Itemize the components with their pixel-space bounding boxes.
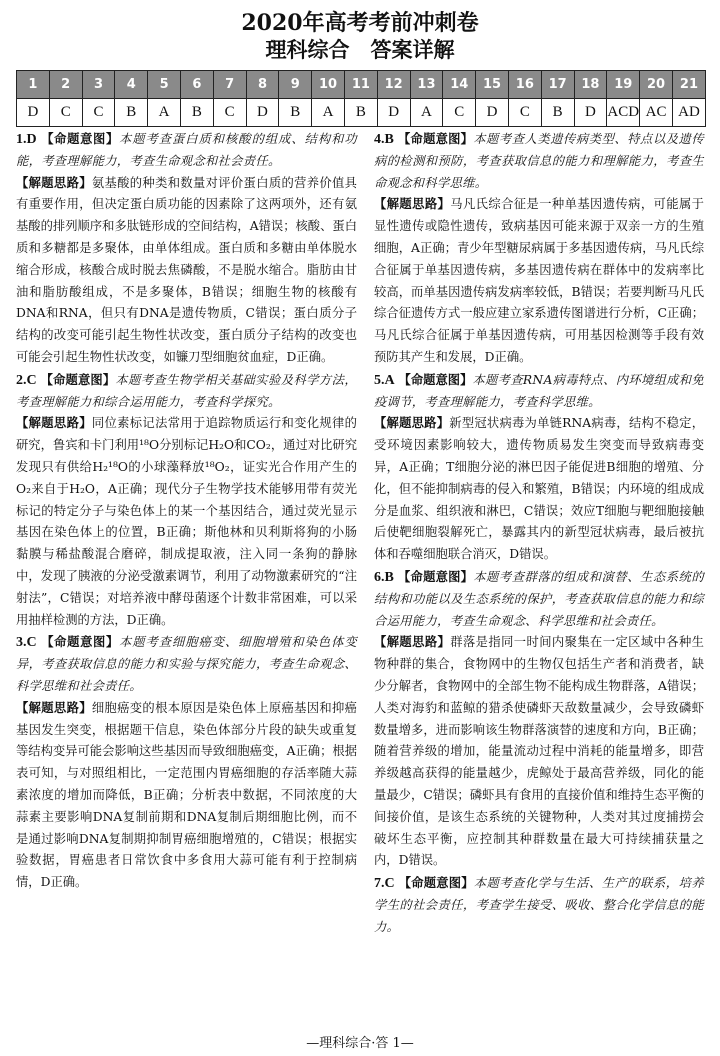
question-number: 4 [115, 71, 148, 99]
question-number: 18 [574, 71, 607, 99]
question-number: 5 [148, 71, 181, 99]
answer-cell: D [17, 99, 50, 127]
idea-text: 同位素标记法常用于追踪物质运行和变化规律的研究，鲁宾和卡门利用¹⁸O分别标记H₂O和CO₂，通过对比研究发现只有供给H₂¹⁸O的小球藻释放¹⁸O₂，证实光合作用产生的O₂来自于H₂O，A正确；现代分子生物学技术能够用带有荧光标记的特定分子与染色体上的某一个基因结合，通过荧光显示基因在染色体上的位置，B正确；斯他林和贝利斯将狗的小肠黏膜与稀盐酸混合磨碎，制成提取液，注入同一条狗的静脉中，发现了胰液的分泌受激素调节，利用了动物激素研究的“注射法”，C错误；对培养液中酵母菌逐个计数非常困难，可以采用抽样检测的方法，D正确。 [16, 416, 357, 627]
explanation-item-2 [16, 370, 357, 632]
answer-cell: C [508, 99, 541, 127]
answer-cell: B [279, 99, 312, 127]
intent-tag: 【命题意图】 [41, 132, 119, 146]
page-footer: —理科综合·答 1— [306, 1036, 414, 1051]
question-number: 12 [377, 71, 410, 99]
answer-cell: C [49, 99, 82, 127]
answer-cell: C [443, 99, 476, 127]
explanation-item-4 [374, 129, 704, 369]
explanation-item-1 [16, 129, 357, 369]
question-number: 10 [312, 71, 345, 99]
intent-text: 本题考查蛋白质和核酸的组成、结构和功能，考查理解能力，考查生命观念和社会责任。 [16, 132, 357, 168]
item-number: 2.C [16, 372, 37, 388]
answer-cell: A [312, 99, 345, 127]
question-number: 2 [49, 71, 82, 99]
question-number: 13 [410, 71, 443, 99]
page-title: 2020年高考考前冲刺卷 [241, 10, 479, 36]
answer-cell: AD [672, 99, 705, 127]
question-number: 7 [213, 71, 246, 99]
question-number: 6 [180, 71, 213, 99]
intent-text: 本题考查人类遗传病类型、特点以及遗传病的检测和预防，考查获取信息的能力和理解能力，考查生命观念和科学思维。 [374, 132, 704, 190]
intent-tag: 【命题意图】 [398, 132, 474, 146]
question-number: 16 [508, 71, 541, 99]
question-number: 1 [17, 71, 50, 99]
question-number: 19 [607, 71, 640, 99]
item-number: 1.D [16, 132, 37, 147]
item-number: 4.B [374, 132, 394, 147]
answer-cell: C [213, 99, 246, 127]
intent-tag: 【命题意图】 [40, 372, 116, 387]
intent-text: 本题考查群落的组成和演替、生态系统的结构和功能以及生态系统的保护，考查获取信息的能力和综合运用能力，考查生命观念、科学思维和社会责任。 [374, 569, 704, 628]
idea-tag: 【解题思路】 [16, 175, 92, 190]
idea-tag: 【解题思路】 [16, 700, 92, 715]
intent-tag: 【命题意图】 [398, 569, 474, 584]
question-number: 11 [344, 71, 377, 99]
idea-tag: 【解题思路】 [374, 635, 451, 650]
explanation-item-5 [374, 370, 704, 566]
intent-text: 本题考查生物学相关基础实验及科学方法，考查理解能力和综合运用能力，考查科学探究。 [16, 372, 357, 409]
idea-text: 马凡氏综合征是一种单基因遗传病，可能属于显性遗传或隐性遗传，致病基因可能来源于双亲一方的生殖细胞，A正确；青少年型糖尿病属于多基因遗传病，马凡氏综合征属于单基因遗传病，多基因遗传病在群体中的发病率比较高，而单基因遗传病发病率较低，B错误；若要判断马凡氏综合征遗传方式一般应建立家系遗传图谱进行分析，C正确；马凡氏综合征属于单基因遗传病，可用基因检测等手段有效预防其产生和发展，D正确。 [374, 197, 704, 364]
item-number: 6.B [374, 569, 394, 585]
question-number: 20 [640, 71, 673, 99]
answer-cell: ACD [607, 99, 640, 127]
answer-cell: AC [640, 99, 673, 127]
answer-cell: A [148, 99, 181, 127]
explanation-item-3 [16, 632, 357, 894]
item-number: 7.C [374, 876, 395, 892]
question-number: 3 [82, 71, 115, 99]
answer-cell: B [115, 99, 148, 127]
answer-cell: B [180, 99, 213, 127]
answer-cell: D [476, 99, 509, 127]
idea-text: 细胞癌变的根本原因是染色体上原癌基因和抑癌基因发生突变，根据题干信息，染色体部分片段的缺失或重复等结构变异可能会影响这些基因而导致细胞癌变，A正确；根据表可知，与对照组相比，一定范围内胃癌细胞的存活率随大蒜素浓度的增加而降低，B正确；分析表中数据，不同浓度的大蒜素主要影响DNA复制前期和DNA复制后期细胞比例，而不是通过影响DNA复制期抑制胃癌细胞增殖的，C错误；根据实验数据，胃癌患者日常饮食中多食用大蒜可能有利于控制病情，D正确。 [16, 700, 357, 890]
intent-text: 本题考查细胞癌变、细胞增殖和染色体变异，考查获取信息的能力和实验与探究能力，考查生命观念、科学思维和社会责任。 [16, 635, 357, 693]
question-number: 9 [279, 71, 312, 99]
answer-cell: B [344, 99, 377, 127]
intent-tag: 【命题意图】 [398, 372, 473, 387]
question-number: 17 [541, 71, 574, 99]
idea-text: 新型冠状病毒为单链RNA病毒，结构不稳定，受环境因素影响较大，遗传物质易发生突变而导致病毒变异，A正确；T细胞分泌的淋巴因子能促进B细胞的增殖、分化，但不能抑制病毒的侵入和繁殖，B错误；内环境的组成成分是血浆、组织液和淋巴，C错误；效应T细胞与靶细胞接触后使靶细胞裂解死亡，暴露其内的新型冠状病毒，最后被抗体和吞噬细胞联合消灭，D错误。 [374, 416, 704, 562]
answer-cell: D [574, 99, 607, 127]
answer-cell: D [377, 99, 410, 127]
answer-cell: B [541, 99, 574, 127]
question-number: 14 [443, 71, 476, 99]
answer-cell: C [82, 99, 115, 127]
answer-cell: A [410, 99, 443, 127]
idea-text: 群落是指同一时间内聚集在一定区域中各种生物种群的集合，食物网中的生物仅包括生产者和消费者，缺少分解者，食物网中的全部生物不能构成生物群落，A错误；人类对海豹和蓝鲸的猎杀使磷虾天敌数量减少，会导致磷虾数量增多，进而影响该生物群落演替的速度和方向，B正确；随着营养级的增加，能量流动过程中消耗的能量增多，即营养级越高获得的能量越少，虎鲸处于最高营养级，同化的能量最少，C错误；磷虾具有食用的直接价值和维持生态平衡的间接价值，是该生态系统的关键物种，人类对其过度捕捞会破坏生态平衡，应控制其种群数量在最大可持续捕获量之内，D错误。 [374, 635, 704, 868]
item-number: 3.C [16, 635, 37, 651]
intent-tag: 【命题意图】 [398, 876, 474, 891]
left-column [16, 129, 357, 895]
answer-table-header-row [17, 71, 706, 99]
answer-table-answer-row [17, 99, 706, 127]
explanation-item-7 [374, 873, 704, 938]
intent-text: 本题考查化学与生活、生产的联系，培养学生的社会责任，考查学生接受、吸收、整合化学信息的能力。 [374, 876, 704, 934]
idea-tag: 【解题思路】 [16, 416, 92, 431]
question-number: 21 [672, 71, 705, 99]
question-number: 8 [246, 71, 279, 99]
intent-tag: 【命题意图】 [41, 635, 119, 650]
answer-table [16, 70, 706, 127]
idea-tag: 【解题思路】 [374, 416, 450, 431]
question-number: 15 [476, 71, 509, 99]
idea-tag: 【解题思路】 [374, 197, 451, 212]
item-number: 5.A [374, 372, 395, 388]
explanation-item-6 [374, 567, 704, 872]
idea-text: 氨基酸的种类和数量对评价蛋白质的营养价值具有重要作用，但决定蛋白质功能的因素除了这两项外，还有氨基酸的排列顺序和多肽链形成的空间结构，A错误；核酸、蛋白质和多糖都是多聚体，由单体组成。蛋白质和多糖由单体脱水缩合形成，核酸合成时脱去焦磷酸，不是脱水缩合。脂肪由甘油和脂肪酸组成，不是多聚体，B错误；细胞生物的核酸有DNA和RNA，但只有DNA是遗传物质，C错误；蛋白质分子结构的改变可能引起生物性状改变，蛋白质分子结构的改变也可能会引起生物性状改变，如镰刀型细胞贫血症，D正确。 [16, 175, 357, 364]
right-column [374, 129, 704, 939]
intent-text: 本题考查RNA病毒特点、内环境组成和免疫调节，考查理解能力，考查科学思维。 [374, 372, 704, 409]
page-subtitle: 理科综合 答案详解 [265, 37, 455, 62]
answer-cell: D [246, 99, 279, 127]
